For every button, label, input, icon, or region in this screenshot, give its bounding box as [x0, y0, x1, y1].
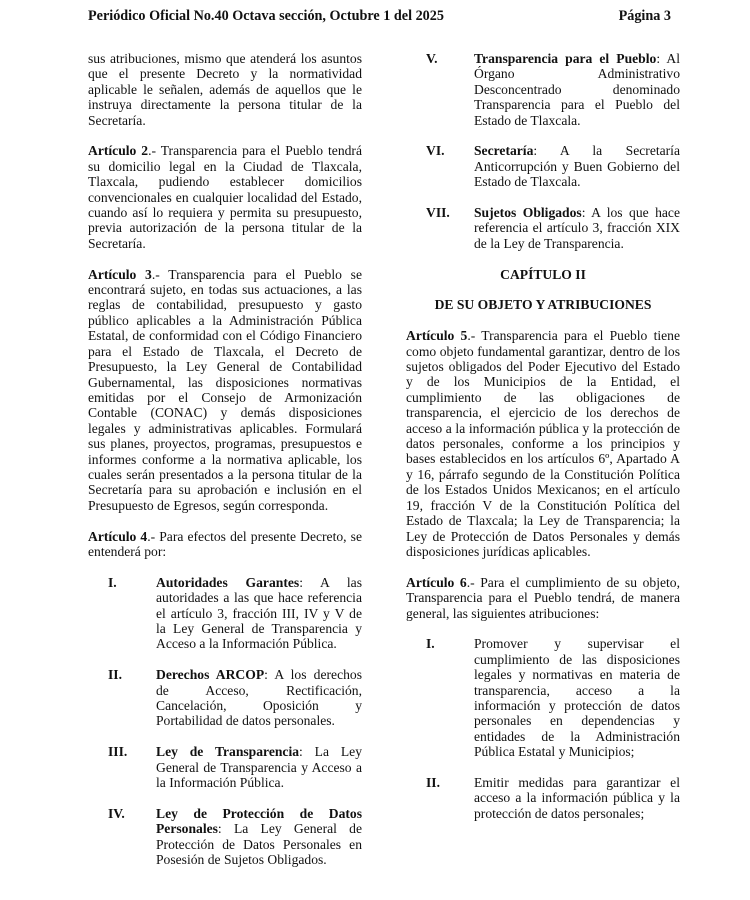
item-number: VII.: [426, 205, 450, 221]
article-label: Artículo 4: [88, 528, 148, 544]
attribution-text: Promover y supervisar el cumplimiento de las disposiciones legales y normativas en materia de transparencia, acceso a la información y protección de datos personales en dependencias y entidades de la Administración Pública Estatal y Municipios;: [474, 636, 680, 760]
definition-term: Transparencia para el Pueblo: [474, 51, 657, 66]
definition-item: III. Ley de Transparencia: La Ley General de Transparencia y Acceso a la Información Pública.: [108, 744, 362, 790]
item-number: II.: [426, 774, 440, 790]
definition-term: Sujetos Obligados: [474, 205, 582, 221]
article-label: Artículo 3: [88, 266, 152, 282]
item-number: V.: [426, 51, 438, 66]
item-number: VI.: [426, 143, 445, 159]
articulo-4: Artículo 4.- Para efectos del presente Decreto, se entenderá por:: [88, 528, 362, 559]
definition-term: Ley de Transparencia: [156, 744, 300, 760]
item-number: I.: [108, 574, 117, 590]
right-column: [406, 51, 680, 837]
articulo-6: Artículo 6.- Para el cumplimiento de su objeto, Transparencia para el Pueblo tendrá, de manera general, las siguientes atribuciones:: [406, 574, 680, 621]
page-header: [88, 8, 671, 26]
articulo-5: Artículo 5.- Transparencia para el Pueblo tiene como objeto fundamental garantizar, dentro de los sujetos obligados del Poder Ejecutivo del Estado y de los Municipios de la Entidad, el cumplimiento de las obligaciones de transparencia, el ejercicio de los derechos de acceso a la información pública y la protección de datos personales, conforme a los principios y bases establecidos en los artículos 6º, Apartado A y 16, párrafo segundo de la Constitución Política de los Estados Unidos Mexicanos; en el artículo 19, fracción V de la Constitución Política del Estado de Tlaxcala; la Ley de Transparencia; la Ley de Protección de Datos Personales y demás disposiciones jurídicas aplicables.: [406, 328, 680, 559]
definition-term: Ley de Protección de Datos Personales: [156, 805, 362, 837]
definition-term: Autoridades Garantes: [156, 574, 300, 590]
item-number: IV.: [108, 805, 125, 821]
article-label: Artículo 5: [406, 328, 468, 344]
attribution-text: Emitir medidas para garantizar el acceso a la información pública y la protección de datos personales;: [474, 774, 680, 821]
definition-item: II. Derechos ARCOP: A los derechos de Acceso, Rectificación, Cancelación, Oposición y Portabilidad de datos personales.: [108, 667, 362, 729]
attribution-item: [406, 636, 680, 759]
chapter-subtitle: DE SU OBJETO Y ATRIBUCIONES: [434, 297, 652, 313]
definition-item: IV. Ley de Protección de Datos Personales: La Ley General de Protección de Datos Personales en Posesión de Sujetos Obligados.: [108, 805, 362, 868]
publication-title: Periódico Oficial No.40 Octava sección, Octubre 1 del 2025: [88, 8, 444, 24]
articulo-2: Artículo 2.- Transparencia para el Pueblo tendrá su domicilio legal en la Ciudad de Tlaxcala, Tlaxcala, pudiendo establecer domicilios convencionales en cualquier localidad del Estado, cuando así lo requiera y permita su presupuesto, previa autorización de la persona titular de la Secretaría.: [88, 143, 362, 251]
item-number: II.: [108, 667, 122, 683]
chapter-title: CAPÍTULO II: [500, 266, 586, 282]
article-label: Artículo 2: [88, 143, 149, 159]
definition-item: V. Transparencia para el Pueblo: Al Órgano Administrativo Desconcentrado denominado Transparencia para el Pueblo del Estado de Tlaxcala.: [426, 51, 680, 128]
left-column: [88, 51, 362, 883]
article-label: Artículo 6: [406, 574, 467, 590]
definition-item: VI. Secretaría: A la Secretaría Anticorrupción y Buen Gobierno del Estado de Tlaxcala.: [426, 143, 680, 190]
item-number: I.: [426, 636, 435, 652]
intro-paragraph: sus atribuciones, mismo que atenderá los asuntos que el presente Decreto y la normatividad aplicable le señalen, además de aquellos que le instruya directamente la persona titular de la Secretaría.: [88, 51, 362, 128]
definition-term: Derechos ARCOP: [156, 667, 265, 683]
definition-term: Secretaría: [474, 143, 534, 159]
item-number: III.: [108, 744, 128, 760]
attribution-item: [406, 775, 680, 821]
page-number: Página 3: [618, 8, 671, 24]
definition-item: I. Autoridades Garantes: A las autoridades a las que hace referencia el artículo 3, fracción III, IV y V de la Ley General de Transparencia y Acceso a la Información Pública.: [108, 574, 363, 652]
definition-item: VII. Sujetos Obligados: A los que hace referencia el artículo 3, fracción XIX de la Ley de Transparencia.: [426, 205, 681, 251]
articulo-3: Artículo 3.- Transparencia para el Pueblo se encontrará sujeto, en todas sus actuaciones, a las reglas de contabilidad, presupuesto y gasto público aplicables a la Administración Pública Estatal, de conformidad con el Código Financiero para el Estado de Tlaxcala, el Decreto de Presupuesto, la Ley General de Contabilidad Gubernamental, las disposiciones normativas emitidas por el Consejo de Armonización Contable (CONAC) y demás disposiciones legales y administrativas aplicables. Formulará sus planes, proyectos, programas, presupuestos e informes conforme a la normativa aplicable, los cuales serán presentados a la persona titular de la Secretaría para su aprobación e inclusión en el Presupuesto de Egresos, según corresponda.: [88, 266, 362, 513]
